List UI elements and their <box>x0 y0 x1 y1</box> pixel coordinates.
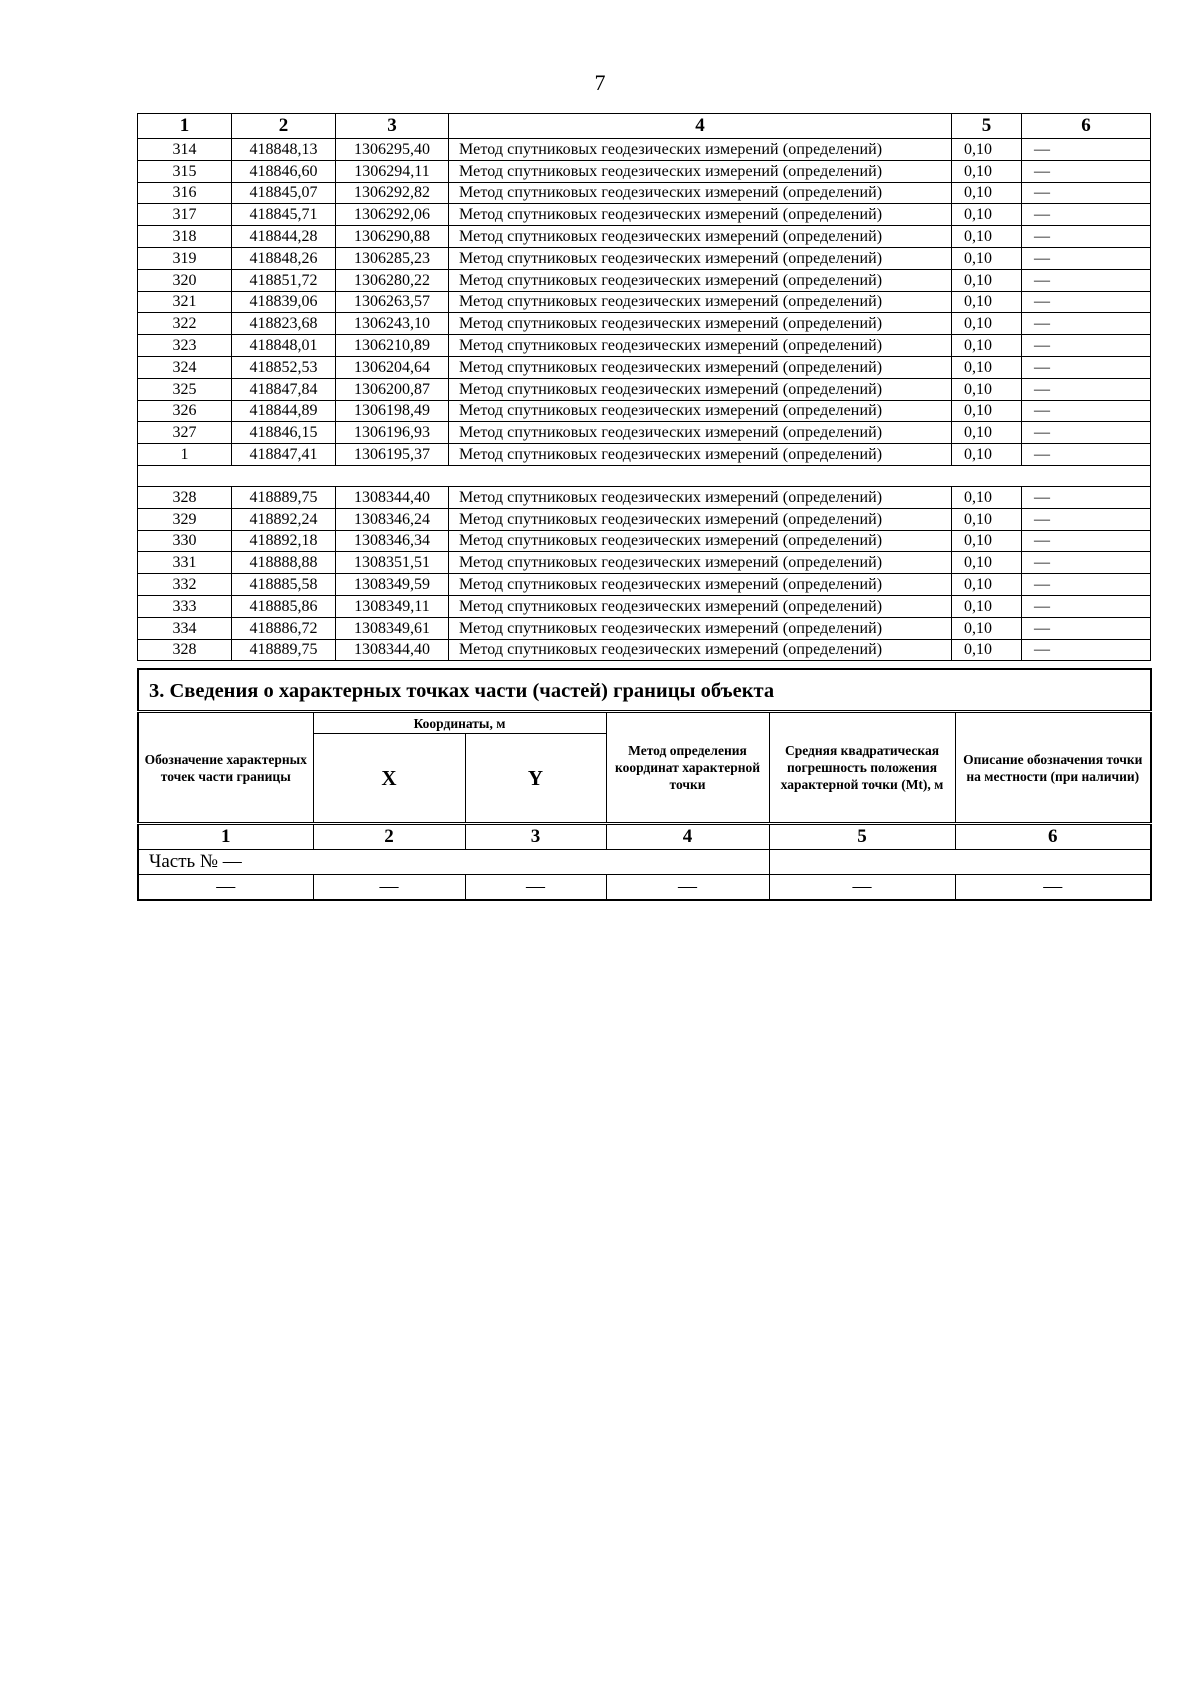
table-row <box>138 400 1151 422</box>
dash-cell-1: — <box>138 875 313 901</box>
cell-coord-y: 1306285,23 <box>336 247 449 269</box>
cell-method: Метод спутниковых геодезических измерений (определений) <box>449 617 952 639</box>
coordinates-table <box>137 113 1151 661</box>
cell-accuracy: 0,10 <box>952 204 1022 226</box>
dash-cell-6: — <box>955 875 1151 901</box>
cell-coord-y: 1306292,82 <box>336 182 449 204</box>
column-number-1: 1 <box>138 824 313 850</box>
cell-method: Метод спутниковых геодезических измерений (определений) <box>449 400 952 422</box>
header-coordinates: Координаты, м <box>313 712 606 734</box>
cell-accuracy: 0,10 <box>952 617 1022 639</box>
cell-description: — <box>1022 247 1151 269</box>
column-header-6: 6 <box>1022 114 1151 139</box>
cell-method: Метод спутниковых геодезических измерений (определений) <box>449 356 952 378</box>
cell-description: — <box>1022 530 1151 552</box>
part-label: Часть № — <box>138 850 769 875</box>
cell-method: Метод спутниковых геодезических измерений (определений) <box>449 508 952 530</box>
cell-description: — <box>1022 139 1151 161</box>
cell-accuracy: 0,10 <box>952 422 1022 444</box>
cell-accuracy: 0,10 <box>952 508 1022 530</box>
cell-description: — <box>1022 400 1151 422</box>
column-header-5: 5 <box>952 114 1022 139</box>
part-empty <box>769 850 1151 875</box>
cell-accuracy: 0,10 <box>952 291 1022 313</box>
cell-coord-x: 418848,26 <box>232 247 336 269</box>
table-row <box>138 574 1151 596</box>
cell-accuracy: 0,10 <box>952 486 1022 508</box>
header-method: Метод определения координат характерной точки <box>606 712 769 824</box>
table-row <box>138 639 1151 661</box>
table-row <box>138 378 1151 400</box>
cell-coord-y: 1306292,06 <box>336 204 449 226</box>
cell-description: — <box>1022 508 1151 530</box>
table-row <box>138 422 1151 444</box>
cell-method: Метод спутниковых геодезических измерений (определений) <box>449 269 952 291</box>
dash-cell-4: — <box>606 875 769 901</box>
cell-coord-y: 1306243,10 <box>336 313 449 335</box>
cell-method: Метод спутниковых геодезических измерений (определений) <box>449 204 952 226</box>
cell-coord-y: 1306294,11 <box>336 160 449 182</box>
column-number-6: 6 <box>955 824 1151 850</box>
cell-coord-y: 1306198,49 <box>336 400 449 422</box>
cell-coord-x: 418844,89 <box>232 400 336 422</box>
cell-method: Метод спутниковых геодезических измерений (определений) <box>449 291 952 313</box>
column-number-3: 3 <box>465 824 606 850</box>
cell-coord-x: 418888,88 <box>232 552 336 574</box>
table-row <box>138 356 1151 378</box>
cell-point-number: 315 <box>138 160 232 182</box>
cell-point-number: 327 <box>138 422 232 444</box>
table-row <box>138 269 1151 291</box>
cell-point-number: 328 <box>138 486 232 508</box>
cell-accuracy: 0,10 <box>952 574 1022 596</box>
header-error: Средняя квадратическая погрешность положения характерной точки (Mt), м <box>769 712 955 824</box>
cell-point-number: 320 <box>138 269 232 291</box>
cell-method: Метод спутниковых геодезических измерений (определений) <box>449 486 952 508</box>
cell-point-number: 334 <box>138 617 232 639</box>
table-row <box>138 508 1151 530</box>
cell-description: — <box>1022 182 1151 204</box>
cell-accuracy: 0,10 <box>952 160 1022 182</box>
coordinates-table-body <box>138 139 1151 661</box>
cell-description: — <box>1022 160 1151 182</box>
cell-point-number: 323 <box>138 335 232 357</box>
cell-point-number: 332 <box>138 574 232 596</box>
header-description: Описание обозначения точки на местности (при наличии) <box>955 712 1151 824</box>
cell-description: — <box>1022 378 1151 400</box>
cell-description: — <box>1022 204 1151 226</box>
section3-table <box>137 668 1152 901</box>
cell-coord-x: 418889,75 <box>232 486 336 508</box>
cell-accuracy: 0,10 <box>952 313 1022 335</box>
cell-method: Метод спутниковых геодезических измерений (определений) <box>449 595 952 617</box>
cell-coord-y: 1306295,40 <box>336 139 449 161</box>
cell-description: — <box>1022 639 1151 661</box>
cell-point-number: 324 <box>138 356 232 378</box>
cell-description: — <box>1022 356 1151 378</box>
table-row <box>138 247 1151 269</box>
table-row <box>138 139 1151 161</box>
cell-coord-y: 1308346,34 <box>336 530 449 552</box>
table-row <box>138 160 1151 182</box>
dash-cell-3: — <box>465 875 606 901</box>
cell-method: Метод спутниковых геодезических измерений (определений) <box>449 335 952 357</box>
separator-row <box>138 465 1151 486</box>
cell-accuracy: 0,10 <box>952 356 1022 378</box>
cell-method: Метод спутниковых геодезических измерений (определений) <box>449 160 952 182</box>
dash-cell-2: — <box>313 875 465 901</box>
table-row <box>138 552 1151 574</box>
cell-coord-x: 418845,71 <box>232 204 336 226</box>
table-row <box>138 182 1151 204</box>
cell-method: Метод спутниковых геодезических измерений (определений) <box>449 422 952 444</box>
cell-accuracy: 0,10 <box>952 530 1022 552</box>
table-row <box>138 617 1151 639</box>
cell-method: Метод спутниковых геодезических измерений (определений) <box>449 574 952 596</box>
cell-coord-y: 1306204,64 <box>336 356 449 378</box>
cell-coord-x: 418885,86 <box>232 595 336 617</box>
column-numbers-row <box>138 824 1151 850</box>
column-number-5: 5 <box>769 824 955 850</box>
header-x: X <box>313 734 465 824</box>
cell-coord-x: 418885,58 <box>232 574 336 596</box>
table-row <box>138 204 1151 226</box>
table-row <box>138 486 1151 508</box>
cell-description: — <box>1022 226 1151 248</box>
cell-coord-y: 1308346,24 <box>336 508 449 530</box>
cell-description: — <box>1022 574 1151 596</box>
cell-coord-y: 1306200,87 <box>336 378 449 400</box>
cell-point-number: 321 <box>138 291 232 313</box>
cell-coord-x: 418889,75 <box>232 639 336 661</box>
cell-method: Метод спутниковых геодезических измерений (определений) <box>449 313 952 335</box>
cell-coord-x: 418847,41 <box>232 444 336 466</box>
cell-accuracy: 0,10 <box>952 378 1022 400</box>
cell-accuracy: 0,10 <box>952 247 1022 269</box>
cell-accuracy: 0,10 <box>952 552 1022 574</box>
cell-coord-y: 1308344,40 <box>336 639 449 661</box>
table-row <box>138 291 1151 313</box>
cell-description: — <box>1022 486 1151 508</box>
cell-description: — <box>1022 313 1151 335</box>
cell-accuracy: 0,10 <box>952 139 1022 161</box>
cell-accuracy: 0,10 <box>952 335 1022 357</box>
cell-point-number: 329 <box>138 508 232 530</box>
cell-accuracy: 0,10 <box>952 444 1022 466</box>
column-header-4: 4 <box>449 114 952 139</box>
table-row <box>138 313 1151 335</box>
dash-cell-5: — <box>769 875 955 901</box>
cell-point-number: 316 <box>138 182 232 204</box>
cell-coord-x: 418848,13 <box>232 139 336 161</box>
section3-title: 3. Сведения о характерных точках части (частей) границы объекта <box>138 669 1151 712</box>
cell-point-number: 330 <box>138 530 232 552</box>
dash-row <box>138 875 1151 901</box>
cell-coord-x: 418839,06 <box>232 291 336 313</box>
column-header-2: 2 <box>232 114 336 139</box>
cell-point-number: 319 <box>138 247 232 269</box>
cell-method: Метод спутниковых геодезических измерений (определений) <box>449 444 952 466</box>
cell-description: — <box>1022 444 1151 466</box>
cell-coord-x: 418852,53 <box>232 356 336 378</box>
cell-description: — <box>1022 617 1151 639</box>
cell-description: — <box>1022 291 1151 313</box>
column-header-1: 1 <box>138 114 232 139</box>
cell-method: Метод спутниковых геодезических измерений (определений) <box>449 226 952 248</box>
cell-method: Метод спутниковых геодезических измерений (определений) <box>449 182 952 204</box>
cell-point-number: 314 <box>138 139 232 161</box>
cell-method: Метод спутниковых геодезических измерений (определений) <box>449 552 952 574</box>
cell-coord-x: 418851,72 <box>232 269 336 291</box>
cell-coord-y: 1308349,61 <box>336 617 449 639</box>
cell-point-number: 328 <box>138 639 232 661</box>
cell-coord-x: 418892,18 <box>232 530 336 552</box>
cell-coord-y: 1308351,51 <box>336 552 449 574</box>
cell-coord-x: 418845,07 <box>232 182 336 204</box>
cell-accuracy: 0,10 <box>952 595 1022 617</box>
cell-method: Метод спутниковых геодезических измерений (определений) <box>449 639 952 661</box>
cell-coord-y: 1306290,88 <box>336 226 449 248</box>
table-row <box>138 335 1151 357</box>
cell-accuracy: 0,10 <box>952 639 1022 661</box>
cell-point-number: 318 <box>138 226 232 248</box>
cell-coord-y: 1306280,22 <box>336 269 449 291</box>
column-header-3: 3 <box>336 114 449 139</box>
cell-point-number: 1 <box>138 444 232 466</box>
cell-coord-x: 418846,15 <box>232 422 336 444</box>
table-row <box>138 595 1151 617</box>
cell-accuracy: 0,10 <box>952 400 1022 422</box>
cell-coord-y: 1308349,11 <box>336 595 449 617</box>
separator-cell <box>138 465 1151 486</box>
column-number-2: 2 <box>313 824 465 850</box>
cell-coord-y: 1306210,89 <box>336 335 449 357</box>
cell-coord-x: 418846,60 <box>232 160 336 182</box>
cell-coord-x: 418892,24 <box>232 508 336 530</box>
cell-accuracy: 0,10 <box>952 226 1022 248</box>
cell-coord-y: 1306263,57 <box>336 291 449 313</box>
cell-accuracy: 0,10 <box>952 182 1022 204</box>
cell-method: Метод спутниковых геодезических измерений (определений) <box>449 247 952 269</box>
cell-point-number: 331 <box>138 552 232 574</box>
cell-point-number: 322 <box>138 313 232 335</box>
cell-method: Метод спутниковых геодезических измерений (определений) <box>449 139 952 161</box>
cell-description: — <box>1022 335 1151 357</box>
cell-coord-x: 418823,68 <box>232 313 336 335</box>
cell-point-number: 326 <box>138 400 232 422</box>
cell-point-number: 317 <box>138 204 232 226</box>
table-row <box>138 530 1151 552</box>
header-y: Y <box>465 734 606 824</box>
cell-coord-x: 418844,28 <box>232 226 336 248</box>
cell-point-number: 325 <box>138 378 232 400</box>
cell-coord-x: 418886,72 <box>232 617 336 639</box>
cell-description: — <box>1022 595 1151 617</box>
cell-description: — <box>1022 422 1151 444</box>
cell-coord-x: 418848,01 <box>232 335 336 357</box>
column-number-4: 4 <box>606 824 769 850</box>
cell-method: Метод спутниковых геодезических измерений (определений) <box>449 378 952 400</box>
cell-coord-y: 1306196,93 <box>336 422 449 444</box>
page-number: 7 <box>594 70 606 95</box>
cell-accuracy: 0,10 <box>952 269 1022 291</box>
header-row <box>138 114 1151 139</box>
cell-description: — <box>1022 269 1151 291</box>
cell-point-number: 333 <box>138 595 232 617</box>
cell-coord-x: 418847,84 <box>232 378 336 400</box>
cell-description: — <box>1022 552 1151 574</box>
cell-coord-y: 1308349,59 <box>336 574 449 596</box>
table-row <box>138 226 1151 248</box>
cell-coord-y: 1308344,40 <box>336 486 449 508</box>
cell-coord-y: 1306195,37 <box>336 444 449 466</box>
cell-method: Метод спутниковых геодезических измерений (определений) <box>449 530 952 552</box>
header-designation: Обозначение характерных точек части границы <box>138 712 313 824</box>
table-row <box>138 444 1151 466</box>
